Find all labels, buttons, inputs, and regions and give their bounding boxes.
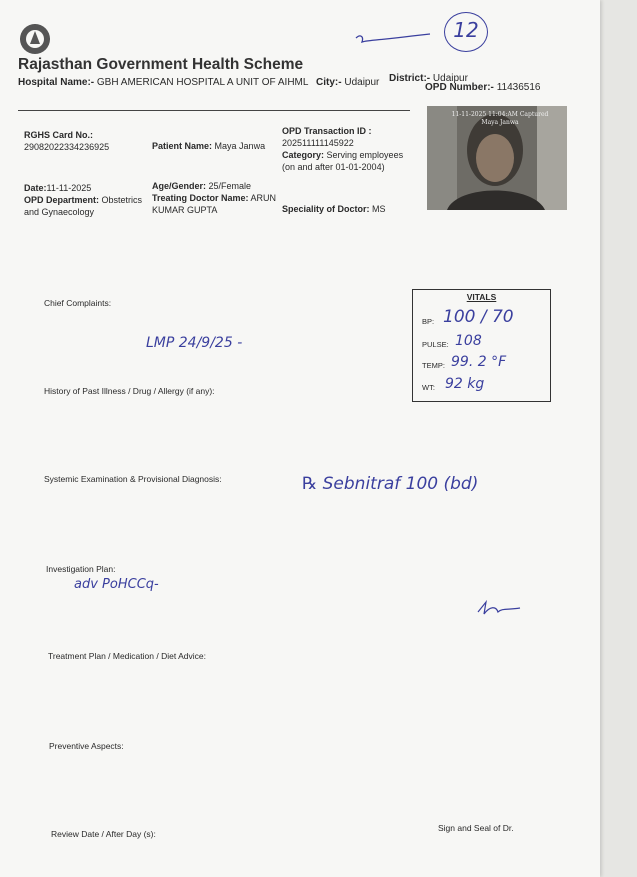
date-label: Date:: [24, 183, 47, 193]
preventive-aspects-label: Preventive Aspects:: [49, 741, 124, 751]
review-date-label: Review Date / After Day (s):: [51, 829, 156, 839]
rghs-card-label: RGHS Card No.:: [24, 130, 94, 140]
department-block: [24, 194, 152, 218]
investigation-label: Investigation Plan:: [46, 564, 116, 574]
handwritten-rx: ℞ Sebnitraf 100 (bd): [302, 474, 479, 494]
speciality-line: [282, 203, 386, 215]
weight-label: WT:: [422, 383, 435, 392]
age-gender-line: [152, 180, 251, 192]
photo-caption-name: Maya Janwa: [481, 119, 519, 126]
category-label: Category:: [282, 150, 325, 160]
city-label: City:-: [316, 77, 342, 88]
treatment-plan-label: Treatment Plan / Medication / Diet Advice:: [48, 651, 206, 661]
handwritten-investigation: adv PoHCCq-: [74, 577, 159, 592]
vitals-title: VITALS: [466, 292, 497, 302]
photo-caption: [440, 111, 560, 127]
date-value: 11-11-2025: [46, 183, 92, 193]
opd-number-line: [425, 82, 540, 93]
opd-transaction-label: OPD Transaction ID :: [282, 126, 372, 136]
header-divider: [18, 110, 410, 111]
bp-value: 100 / 70: [443, 307, 514, 327]
pulse-label: PULSE:: [422, 340, 449, 349]
page-number: 12: [453, 18, 479, 42]
date-line: [24, 182, 91, 194]
category-value: Serving employees (on and after 01-01-2004): [282, 150, 404, 172]
opd-transaction-block: [282, 125, 407, 173]
rghs-logo: [18, 22, 52, 56]
doctor-block: [152, 192, 280, 216]
patient-name-value: Maya Janwa: [214, 141, 266, 151]
history-label: History of Past Illness / Drug / Allergy (if any):: [44, 386, 215, 396]
department-value: Obstetrics and Gynaecology: [24, 195, 143, 217]
opd-transaction-value: 202511111145922: [282, 138, 354, 148]
city-value: Udaipur: [344, 77, 380, 88]
hospital-line: [18, 77, 308, 88]
opd-number-value: 11436516: [496, 82, 541, 93]
systemic-exam-label: Systemic Examination & Provisional Diagnosis:: [44, 474, 222, 484]
district-value: Udaipur: [432, 73, 468, 84]
rghs-card-block: [24, 129, 154, 153]
handwritten-complaint: LMP 24/9/25 -: [146, 335, 243, 351]
weight-value: 92 kg: [445, 376, 485, 392]
pulse-value: 108: [455, 333, 482, 349]
rghs-card-value: 29082022334236925: [24, 142, 110, 152]
header-scribble: [352, 22, 432, 57]
doctor-initials: [474, 596, 524, 625]
photo-caption-datetime: 11-11-2025 11:04:AM Captured: [451, 111, 549, 118]
temp-label: TEMP:: [422, 361, 445, 370]
temp-value: 99. 2 °F: [451, 354, 507, 370]
doctor-label: Treating Doctor Name:: [152, 193, 249, 203]
hospital-label: Hospital Name:-: [18, 77, 95, 88]
department-label: OPD Department:: [24, 195, 100, 205]
doctor-value: ARUN KUMAR GUPTA: [152, 193, 277, 215]
scheme-title: Rajasthan Government Health Scheme: [18, 56, 304, 73]
age-gender-label: Age/Gender:: [152, 181, 207, 191]
patient-name-line: [152, 140, 265, 152]
chief-complaints-label: Chief Complaints:: [44, 298, 112, 308]
bp-label: BP:: [422, 317, 435, 326]
age-gender-value: 25/Female: [208, 181, 252, 191]
speciality-value: MS: [372, 204, 386, 214]
vitals-box: [412, 289, 551, 402]
opd-number-label: OPD Number:-: [425, 82, 494, 93]
hospital-value: GBH AMERICAN HOSPITAL A UNIT OF AIHML: [96, 77, 309, 88]
speciality-label: Speciality of Doctor:: [282, 204, 370, 214]
patient-name-label: Patient Name:: [152, 141, 213, 151]
district-label: District:-: [389, 73, 431, 84]
sign-seal-label: Sign and Seal of Dr.: [438, 823, 514, 833]
category-line: [282, 149, 407, 173]
city-line: [316, 77, 379, 88]
